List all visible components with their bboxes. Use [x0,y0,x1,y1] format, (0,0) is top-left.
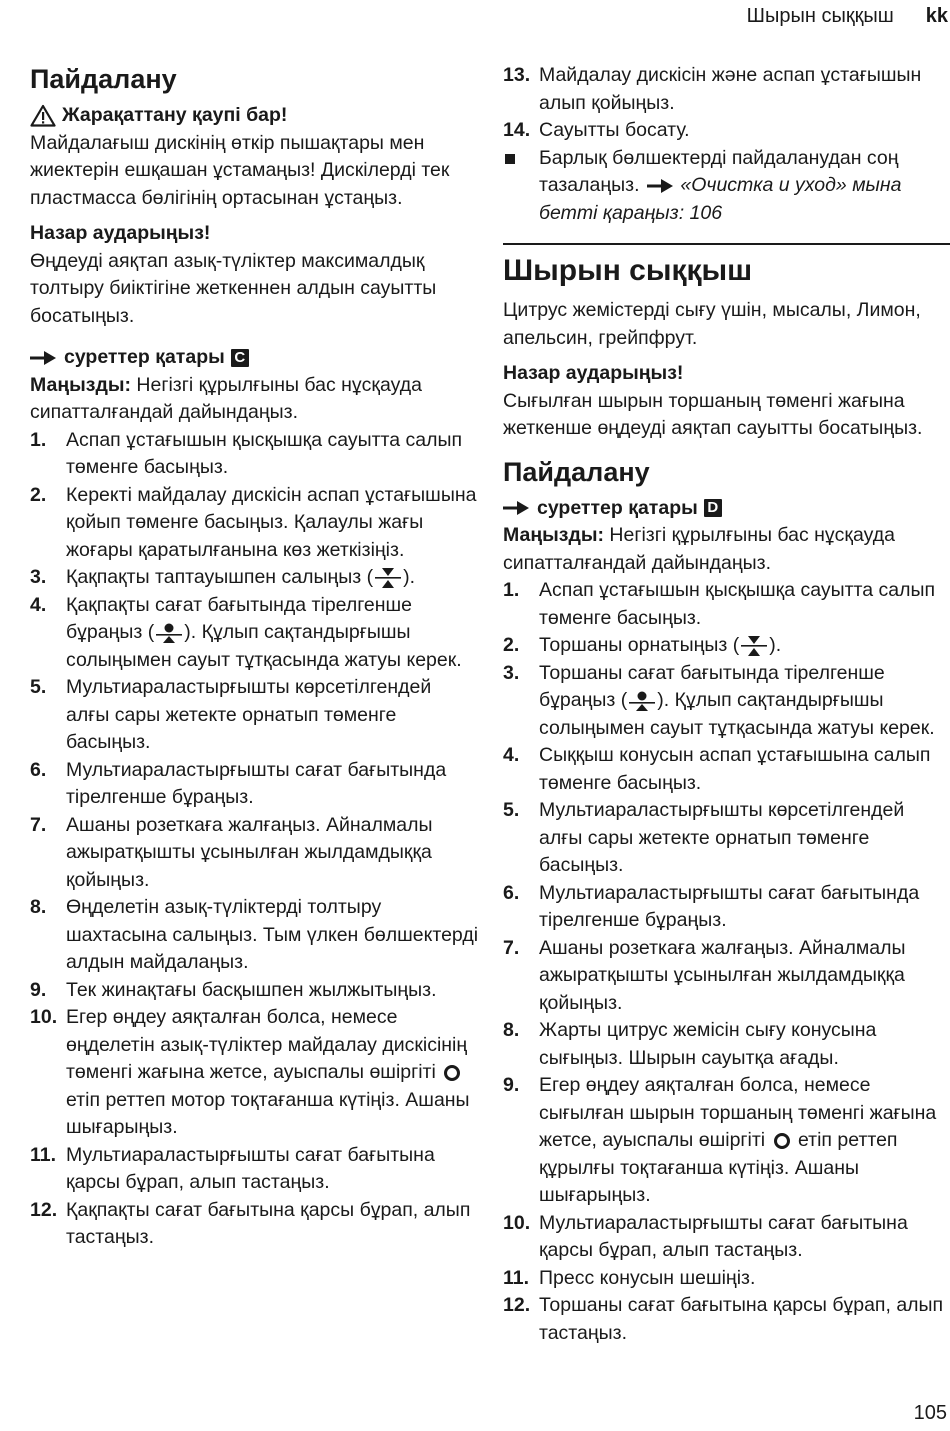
warning-triangle-icon [30,104,56,127]
step-text: Қақпақты сағат бағытына қарсы бұрап, алып тастаңыз. [66,1198,471,1248]
important-label: Маңызды: [30,373,131,396]
note-text: Өңдеуді аяқтап азық-түліктер максималдық толтыру биіктігіне жеткеннен алдын сауытты босатыңыз. [30,249,437,327]
step-text: Мультиараластырғышты сағат бағытына қарсы бұрап, алып тастаңыз. [539,1211,908,1261]
step-number: 3. [503,661,520,684]
step-text: Жарты цитрус жемісін сығу конусына сығыңыз. Шырын сауытқа ағады. [539,1019,877,1069]
list-item [503,117,948,145]
list-item [30,1197,480,1252]
section-divider [503,243,950,245]
step-text-part: Қақпақты сағат бағытында тірелгенше бұраңыз ( [66,593,413,643]
page-number: 105 [913,1402,947,1424]
left-column [30,62,480,1252]
figure-reference-label: суреттер қатары [64,346,225,368]
step-text: Өңделетін азық-түліктерді толтыру шахтасына салыңыз. Тым үлкен бөлшектерді алдын майдалаңыз. [66,896,479,973]
step-text: Мультиараластырғышты сағат бағытында тірелгенше бұраңыз. [539,881,920,931]
figure-letter-badge: C [231,349,249,367]
step-text-part: Қақпақты таптауышпен салыңыз ( [66,566,374,588]
step-number: 13. [503,64,531,86]
section-title: Шырын сыққыш [503,254,753,287]
step-number: 9. [503,1074,520,1096]
step-text: Сауытты босату. [539,119,690,141]
list-item [503,880,948,935]
step-text [66,1004,480,1142]
step-number: 11. [503,1266,530,1289]
step-text: Пресс конусын шешіңіз. [539,1266,756,1289]
step-text-part: Торшаны орнатыңыз ( [539,634,740,656]
figure-reference-label: суреттер қатары [537,496,698,519]
step-number: 4. [30,593,47,616]
arrow-right-icon [647,179,673,193]
list-item [30,482,480,565]
warning-title: Жарақаттану қаупі бар! [62,104,288,126]
step-text: Керекті майдалау дискісін аспап ұстағышына қойып төменге басыңыз. Қалаулы жағы жоғары қаратылғанына көз жеткізіңіз. [66,483,477,561]
warning-block [30,102,480,130]
list-item [503,577,948,632]
step-text-part: ). [769,634,782,656]
step-number: 4. [503,744,520,766]
step-number: 14. [503,119,531,141]
step-text: Мультиараластырғышты көрсетілгендей алғы сары жетекте орнатып төменге басыңыз. [66,676,432,753]
important-text: Негізгі құрылғыны бас нұсқауда сипатталғандай дайындаңыз. [30,373,422,423]
step-text: Ашаны розеткаға жалғаңыз. Айналмалы ажыратқышты ұсынылған жылдамдыққа қойыңыз. [539,936,906,1014]
step-number: 12. [503,1294,531,1316]
step-number: 7. [503,936,520,959]
step-number: 12. [30,1198,58,1221]
list-item [30,592,480,675]
important-text: Негізгі құрылғыны бас нұсқауда сипатталғандай дайындаңыз. [503,524,895,574]
lock-rotate-icon [629,690,655,712]
step-text [539,660,948,743]
step-text: Ашаны розеткаға жалғаңыз. Айналмалы ажыратқышты ұсынылған жылдамдыққа қойыңыз. [66,813,433,891]
figure-letter-badge: D [704,499,722,517]
list-item [503,62,948,117]
off-position-icon [443,1064,461,1082]
note-title: Назар аударыңыз! [503,362,684,384]
list-item [30,564,480,592]
insert-arrows-icon [741,635,767,657]
step-text: Мультиараластырғышты сағат бағытына қарсы бұрап, алып тастаңыз. [66,1143,435,1193]
step-text-part: Торшаны сағат бағытында тірелгенше бұраңыз ( [539,661,885,711]
step-text [539,1072,948,1210]
important-label: Маңызды: [503,524,604,546]
step-text: Аспап ұстағышын қысқышқа сауытта салып төменге басыңыз. [539,579,936,629]
step-text-part: етіп реттеп құрылғы тоқтағанша күтіңіз. Ашаны шығарыңыз. [539,1129,898,1206]
step-text: Сыққыш конусын аспап ұстағышына салып төменге басыңыз. [539,744,931,794]
step-text: Аспап ұстағышын қысқышқа сауытта салып төменге басыңыз. [66,428,463,478]
step-text: Тек жинақтағы басқышпен жылжытыңыз. [66,978,437,1001]
step-text-part: ). [403,566,416,588]
list-item [30,977,480,1005]
left-steps-list [30,427,480,1252]
left-heading: Пайдалану [30,64,177,94]
step-text-part: ). Құлып сақтандырғышы солыңымен сауыт тұтқасында жатуы керек. [539,689,935,739]
step-number: 10. [30,1006,58,1028]
step-number: 1. [30,428,47,451]
step-number: 9. [30,978,47,1001]
note-title: Назар аударыңыз! [30,222,211,244]
insert-arrows-icon [375,567,401,589]
page-header [747,4,948,28]
list-item [503,1210,948,1265]
step-number: 11. [30,1143,57,1166]
right-steps-list [503,577,948,1347]
list-item [503,1017,948,1072]
step-number: 5. [503,799,520,821]
list-item [503,797,948,880]
step-number: 1. [503,579,520,601]
arrow-right-icon [30,351,56,365]
step-text: Мультиараластырғышты сағат бағытында тірелгенше бұраңыз. [66,758,447,808]
list-item [30,427,480,482]
important-note [30,372,480,427]
list-item [503,632,948,660]
step-text: Торшаны сағат бағытына қарсы бұрап, алып тастаңыз. [539,1294,944,1344]
step-number: 5. [30,676,47,698]
step-number: 8. [503,1019,520,1041]
list-item [30,674,480,757]
list-item [30,894,480,977]
list-item [503,1072,948,1210]
step-text [66,564,480,592]
step-number: 6. [503,881,520,904]
right-column [503,62,948,1347]
step-number: 2. [30,483,47,506]
step-text-part: Егер өңдеу аяқталған болса, немесе өңделетін азық-түліктер майдалау дискісінің төменгі жағына жетсе, ауыспалы өшіргіті [66,1006,468,1083]
step-number: 6. [30,758,47,781]
list-item [503,1265,948,1293]
step-number: 7. [30,813,47,836]
warning-text: Майдалағыш дискінің өткір пышақтары мен жиектерін ешқашан ұстамаңыз! Дискілерді тек пластмасса бөлігінің ортасынан ұстаңыз. [30,131,450,209]
right-heading: Пайдалану [503,456,650,487]
step-text: Мультиараластырғышты көрсетілгендей алғы сары жетекте орнатып төменге басыңыз. [539,799,905,876]
arrow-right-icon [503,501,529,515]
step-number: 8. [30,896,47,918]
step-text [539,632,948,660]
figure-reference [30,344,480,372]
step-text: Майдалау дискісін және аспап ұстағышын алып қойыңыз. [539,64,922,114]
important-note [503,522,948,577]
step-number: 2. [503,634,520,656]
cleaning-bullet [503,145,948,228]
step-text-part: ). Құлып сақтандырғышы солыңымен сауыт тұтқасында жатуы керек. [66,621,462,671]
list-item [503,742,948,797]
lock-rotate-icon [156,622,182,644]
list-item [503,1292,948,1347]
list-item [30,812,480,895]
list-item [503,935,948,1018]
note-text: Сығылған шырын торшаның төменгі жағына жеткенше өңдеуді аяқтап сауытты босатыңыз. [503,389,923,439]
cleaning-page-reference[interactable]: «Очистка и уход» мына бетті қараңыз: 106 [539,174,902,224]
bullet-text-part: Барлық бөлшектерді пайдаланудан соң тазалаңыз. [539,146,899,196]
list-item [30,757,480,812]
off-position-icon [773,1132,791,1150]
figure-reference [503,495,948,523]
step-text-part: Егер өңдеу аяқталған болса, немесе сығылған шырын торшаның төменгі жағына жетсе, ауыспалы өшіргіті [539,1074,937,1151]
bullet-text [539,145,948,228]
list-item [30,1142,480,1197]
header-language: kk [925,4,948,27]
list-item [30,1004,480,1142]
bullet-square-icon [503,145,539,228]
section-intro: Цитрус жемістерді сығу үшін, мысалы, Лимон, апельсин, грейпфрут. [503,299,921,349]
step-number: 3. [30,566,47,588]
list-item [503,660,948,743]
header-title: Шырын сыққыш [746,4,894,27]
step-number: 10. [503,1211,531,1234]
step-text-part: етіп реттеп мотор тоқтағанша күтіңіз. Ашаны шығарыңыз. [66,1088,470,1138]
right-steps-continued [503,62,948,145]
step-text [66,592,480,675]
